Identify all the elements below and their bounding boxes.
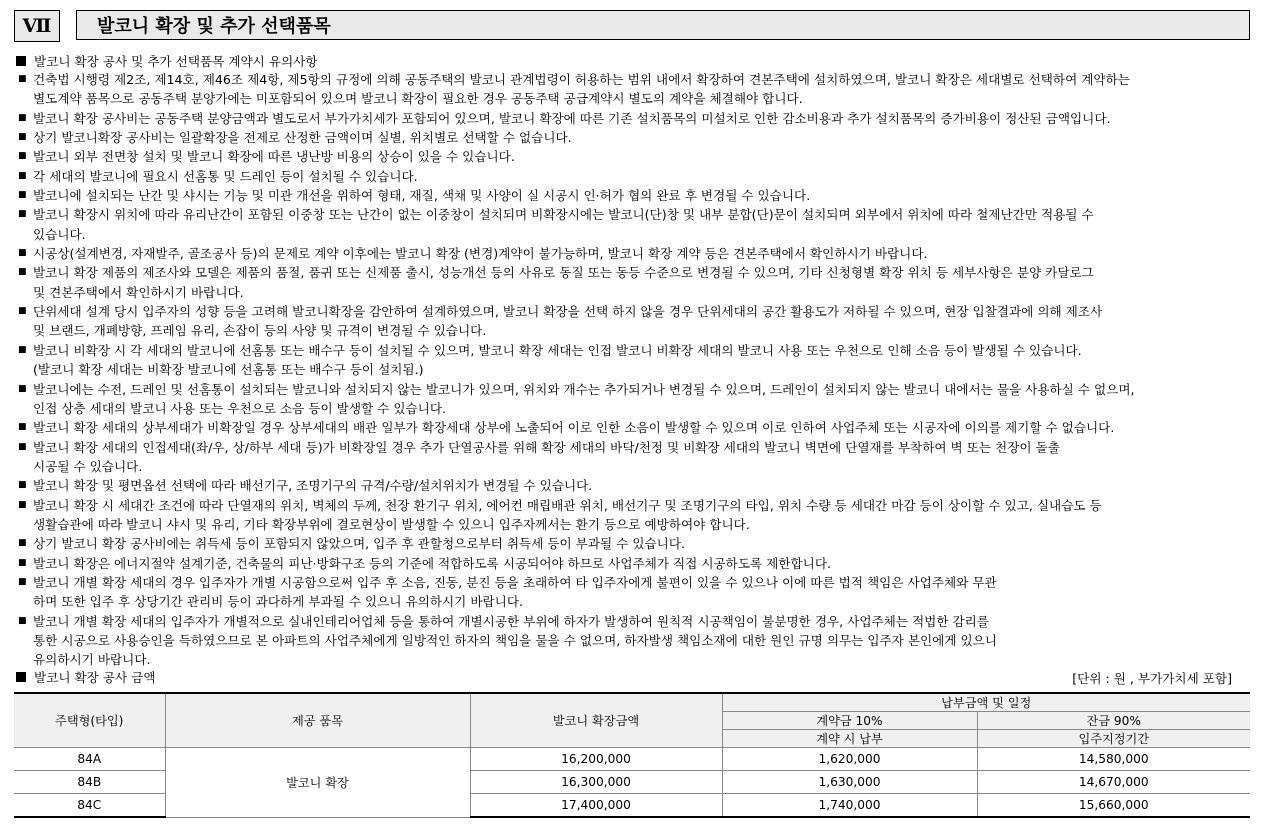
square-bullet-icon: ■ xyxy=(18,74,27,84)
notice-item xyxy=(18,418,1253,437)
cell-price: 17,400,000 xyxy=(470,794,722,818)
notice-line: 발코니에 설치되는 난간 및 샤시는 기능 및 미관 개선을 위하여 형태, 재질, 색채 및 사양이 실 시공시 인·허가 협의 완료 후 변경될 수 있습니다. xyxy=(33,188,811,204)
notice-line: 발코니 확장시 위치에 따라 유리난간이 포함된 이중창 또는 난간이 없는 이중창이 설치되며 비확장시에는 발코니(단)창 및 내부 분합(단)문이 설치되며 외부에서 위치에 따라 철제난간만 적용될 수 xyxy=(33,207,1094,223)
cell-type: 84C xyxy=(14,794,165,818)
square-bullet-icon xyxy=(16,672,26,682)
notice-line: 시공될 수 있습니다. xyxy=(33,458,143,474)
notice-line: 발코니 확장 시 세대간 조건에 따라 단열재의 위치, 벽체의 두께, 천장 환기구 위치, 에어컨 매립배관 위치, 배선기구 및 조명기구의 타입, 위치 수량 등 세대간 마감 등이 상이할 수 있고, 실내습도 등 xyxy=(33,497,1102,513)
square-bullet-icon: ■ xyxy=(18,480,27,491)
square-bullet-icon: ■ xyxy=(18,267,27,278)
notice-line: 유의하시기 바랍니다. xyxy=(33,652,151,668)
notice-line: 통한 시공으로 사용승인을 득하였으므로 본 아파트의 사업주체에게 일방적인 하자의 책임을 물을 수 없으며, 하자발생 책임소재에 대한 원인 규명 의무는 입주자 본인에게 있으니 xyxy=(33,632,997,648)
square-bullet-icon: ■ xyxy=(18,112,27,123)
square-bullet-icon: ■ xyxy=(18,306,27,317)
notice-item xyxy=(18,205,1253,244)
square-bullet-icon: ■ xyxy=(18,190,27,201)
notice-line: 발코니 확장 세대의 인접세대(좌/우, 상/하부 세대 등)가 비확장일 경우 추가 단열공사를 위해 확장 세대의 바닥/천정 및 비확장 세대의 발코니 벽면에 단열재를 부착하여 벽 또는 천장이 돌출 xyxy=(33,439,1060,455)
square-bullet-icon: ■ xyxy=(18,441,27,452)
notice-item xyxy=(18,534,1253,553)
square-bullet-icon: ■ xyxy=(18,248,27,259)
notice-item xyxy=(18,438,1253,477)
notice-item xyxy=(18,147,1253,166)
header-item: 제공 품목 xyxy=(165,693,470,748)
notice-item xyxy=(18,380,1253,419)
square-bullet-icon: ■ xyxy=(18,151,27,162)
notice-item xyxy=(18,109,1253,128)
square-bullet-icon: ■ xyxy=(18,538,27,549)
notice-line: 발코니 확장 및 평면옵션 선택에 따라 배선기구, 조명기구의 규격/수량/설치위치가 변경될 수 있습니다. xyxy=(33,478,593,494)
notice-line: 단위세대 설계 당시 입주자의 성향 등을 고려해 발코니확장을 감안하여 설계하였으며, 발코니 확장을 선택 하지 않을 경우 단위세대의 공간 활용도가 저하될 수 있으며, 현장 입찰결과에 의해 제조사 xyxy=(33,304,1103,320)
notice-item xyxy=(18,302,1253,341)
notice-line: 별도계약 품목으로 공동주택 분양가에는 미포함되어 있으며 발코니 확장이 필요한 경우 공동주택 공급계약시 별도의 계약을 체결해야 합니다. xyxy=(33,91,803,107)
notice-item xyxy=(18,263,1253,302)
notice-item xyxy=(18,128,1253,147)
notice-item xyxy=(18,70,1253,109)
notice-line: 및 브랜드, 개폐방향, 프레임 유리, 손잡이 등의 사양 및 규격이 변경될 수 있습니다. xyxy=(33,323,487,339)
cell-price: 16,300,000 xyxy=(470,771,722,794)
notice-line: 상기 발코니확장 공사비는 일괄확장을 전제로 산정한 금액이며 실별, 위치별로 선택할 수 없습니다. xyxy=(33,130,572,146)
header-type: 주택형(타입) xyxy=(14,693,165,748)
header-deposit-when: 계약 시 납부 xyxy=(722,730,977,748)
cell-balance: 15,660,000 xyxy=(977,794,1250,818)
notice-line: 발코니 비확장 시 각 세대의 발코니에 선홈통 또는 배수구 등이 설치될 수 있으며, 발코니 확장 세대는 인접 발코니 비확장 세대의 발코니 사용 또는 우천으로 인해 소음 등이 발생될 수 있습니다. xyxy=(33,342,1082,358)
notice-line: (발코니 확장 세대는 비확장 발코니에 선홈통 또는 배수구 등이 설치됨.) xyxy=(33,362,424,378)
notice-item xyxy=(18,476,1253,495)
cell-type: 84B xyxy=(14,771,165,794)
section-number: Ⅶ xyxy=(14,10,60,42)
notice-item xyxy=(18,244,1253,263)
square-bullet-icon: ■ xyxy=(18,422,27,433)
square-bullet-icon: ■ xyxy=(18,383,27,394)
notice-line: 발코니 확장 제품의 제조사와 모델은 제품의 품절, 품귀 또는 신제품 출시, 성능개선 등의 사유로 동질 또는 동등 수준으로 변경될 수 있으며, 기타 신청형별 확장 위치 등 세부사항은 분양 카달로그 xyxy=(33,265,1094,281)
square-bullet-icon: ■ xyxy=(18,576,27,587)
notice-line: 각 세대의 발코니에 필요시 선홈통 및 드레인 등이 설치될 수 있습니다. xyxy=(33,168,418,184)
notice-item xyxy=(18,554,1253,573)
square-bullet-icon: ■ xyxy=(18,344,27,355)
notice-line: 및 견본주택에서 확인하시기 바랍니다. xyxy=(33,284,244,300)
notice-line: 발코니 외부 전면창 설치 및 발코니 확장에 따른 냉난방 비용의 상승이 있을 수 있습니다. xyxy=(33,149,515,165)
square-bullet-icon xyxy=(16,56,26,66)
header-balance-when: 입주지정기간 xyxy=(977,730,1250,748)
cell-deposit: 1,740,000 xyxy=(722,794,977,818)
cell-deposit: 1,630,000 xyxy=(722,771,977,794)
notice-line: 하며 또한 입주 후 상당기간 관리비 등이 과다하게 부과될 수 있으니 유의하시기 바랍니다. xyxy=(33,594,524,610)
square-bullet-icon: ■ xyxy=(18,209,27,220)
notice-heading-text: 발코니 확장 공사 및 추가 선택품목 계약시 유의사항 xyxy=(34,54,318,69)
notice-list xyxy=(18,70,1253,670)
notice-item xyxy=(18,186,1253,205)
section-title: 발코니 확장 및 추가 선택품목 xyxy=(76,10,1250,40)
square-bullet-icon: ■ xyxy=(18,557,27,568)
header-payment-group: 납부금액 및 일정 xyxy=(722,693,1250,712)
notice-line: 시공상(설계변경, 자재발주, 골조공사 등)의 문제로 계약 이후에는 발코니 확장 (변경)계약이 불가능하며, 발코니 확장 계약 등은 견본주택에서 확인하시기 바랍니다. xyxy=(33,246,928,262)
notice-line: 발코니 확장 세대의 상부세대가 비확장일 경우 상부세대의 배관 일부가 확장세대 상부에 노출되어 이로 인한 소음이 발생할 수 있으며 이로 인하여 사업주체 또는 시공자에 이의를 제기할 수 없습니다. xyxy=(33,420,1115,436)
cell-deposit: 1,620,000 xyxy=(722,748,977,771)
notice-line: 건축법 시행령 제2조, 제14호, 제46조 제4항, 제5항의 규정에 의해 공동주택의 발코니 관계법령이 허용하는 범위 내에서 확장하여 견본주택에 설치하였으며, 발코니 확장은 세대별로 선택하여 계약하는 xyxy=(33,72,1130,87)
unit-note: [단위 : 원 , 부가가치세 포함] xyxy=(1072,671,1232,686)
notice-line: 발코니 확장 공사비는 공동주택 분양금액과 별도로서 부가가치세가 포함되어 있으며, 발코니 확장에 따른 기존 설치품목의 미설치로 인한 감소비용과 추가 설치품목의 증가비용이 정산된 금액입니다. xyxy=(33,110,1111,126)
table-row xyxy=(14,748,1250,771)
square-bullet-icon: ■ xyxy=(18,615,27,626)
notice-line: 발코니 확장은 에너지절약 설계기준, 건축물의 피난·방화구조 등의 기준에 적합하도록 시공되어야 하므로 사업주체가 직접 시공하도록 제한합니다. xyxy=(33,555,831,571)
notice-item xyxy=(18,341,1253,380)
cell-price: 16,200,000 xyxy=(470,748,722,771)
cell-balance: 14,580,000 xyxy=(977,748,1250,771)
cell-item: 발코니 확장 xyxy=(165,748,470,818)
section-header xyxy=(14,10,331,42)
notice-line: 발코니 개별 확장 세대의 경우 입주자가 개별 시공함으로써 입주 후 소음, 진동, 분진 등을 초래하여 타 입주자에게 불편이 있을 수 있으나 이에 따른 법적 책임은 사업주체와 무관 xyxy=(33,574,997,590)
balcony-price-table xyxy=(14,692,1250,818)
header-deposit: 계약금 10% xyxy=(722,712,977,730)
notice-line: 발코니에는 수전, 드레인 및 선홈통이 설치되는 발코니와 설치되지 않는 발코니가 있으며, 위치와 개수는 추가되거나 변경될 수 있으며, 드레인이 설치되지 않는 발코니 내에서는 물을 사용하실 수 없으며, xyxy=(33,381,1135,397)
notice-item xyxy=(18,573,1253,612)
notice-line: 인접 상층 세대의 발코니 사용 또는 우천으로 소음 등이 발생할 수 있습니다. xyxy=(33,400,447,416)
notice-line: 발코니 개별 확장 세대의 입주자가 개별적으로 실내인테리어업체 등을 통하여 개별시공한 부위에 하자가 발생하여 원칙적 시공책임이 불분명한 경우, 사업주체는 적법한 감리를 xyxy=(33,613,989,629)
notice-heading xyxy=(16,51,318,70)
header-price: 발코니 확장금액 xyxy=(470,693,722,748)
square-bullet-icon: ■ xyxy=(18,170,27,181)
notice-item xyxy=(18,496,1253,535)
notice-line: 상기 발코니 확장 공사비에는 취득세 등이 포함되지 않았으며, 입주 후 관할청으로부터 취득세 등이 부과될 수 있습니다. xyxy=(33,536,686,552)
square-bullet-icon: ■ xyxy=(18,499,27,510)
notice-line: 생활습관에 따라 발코니 샤시 및 유리, 기타 확장부위에 결로현상이 발생할 수 있으니 입주자께서는 환기 등으로 예방하여야 합니다. xyxy=(33,516,750,532)
cell-balance: 14,670,000 xyxy=(977,771,1250,794)
notice-item xyxy=(18,167,1253,186)
notice-item xyxy=(18,612,1253,670)
cell-type: 84A xyxy=(14,748,165,771)
amount-heading-text: 발코니 확장 공사 금액 xyxy=(34,670,156,685)
notice-line: 있습니다. xyxy=(33,226,86,242)
square-bullet-icon: ■ xyxy=(18,132,27,143)
header-balance: 잔금 90% xyxy=(977,712,1250,730)
amount-heading xyxy=(16,667,156,686)
